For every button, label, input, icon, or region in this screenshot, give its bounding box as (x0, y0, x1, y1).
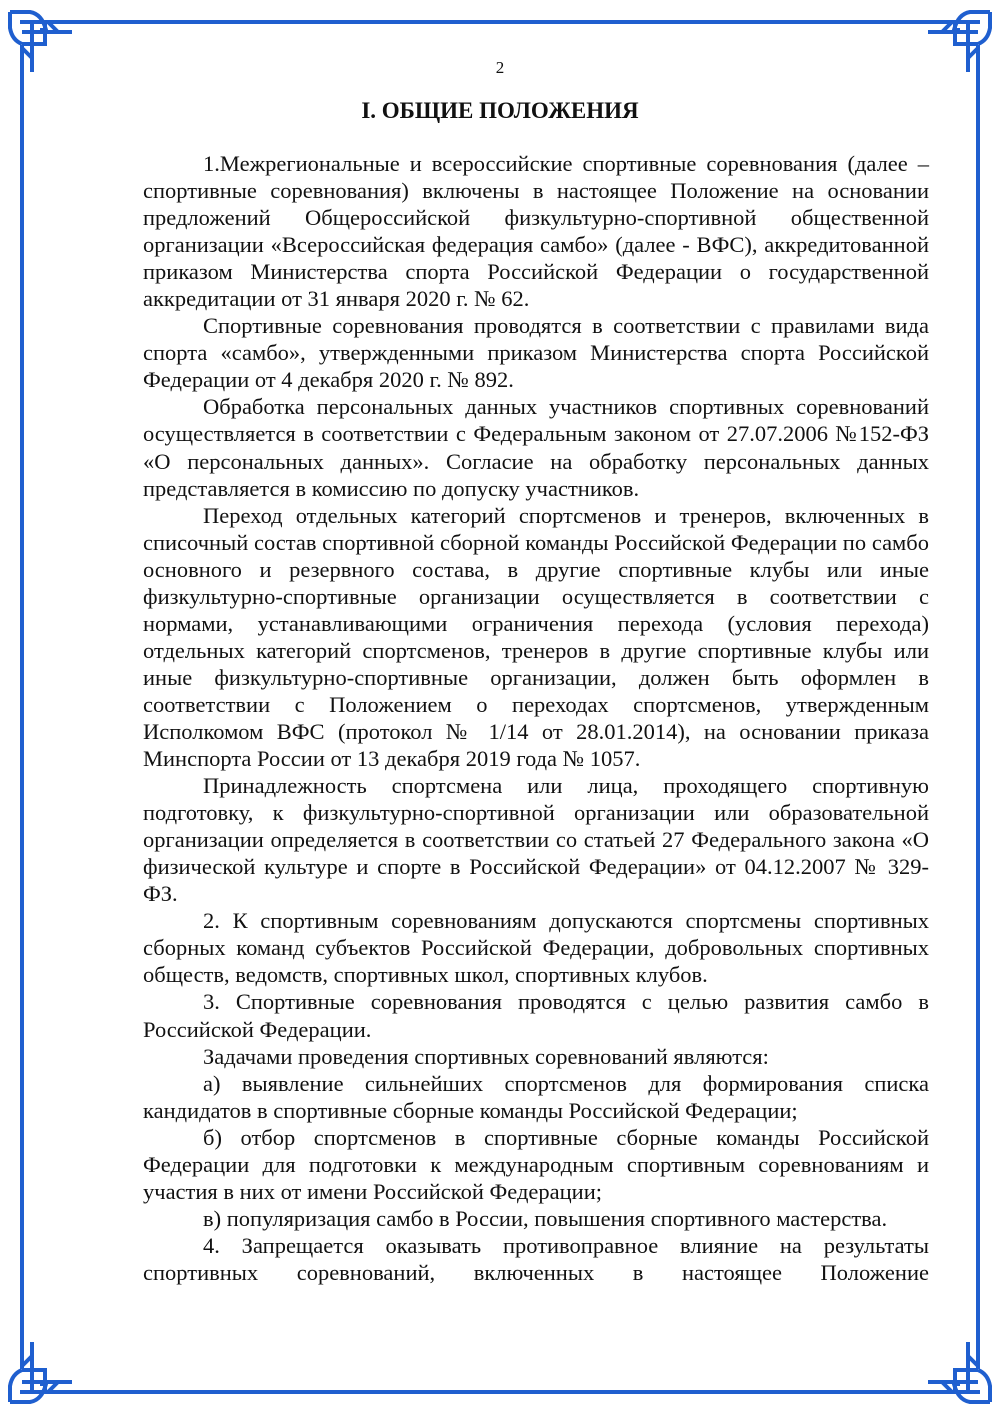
document-body (143, 150, 929, 1286)
list-item: в) популяризация самбо в России, повышения спортивного мастерства. (203, 1205, 888, 1231)
corner-ornament-icon (10, 1342, 72, 1402)
paragraph: 1.Межрегиональные и всероссийские спортивные соревнования (далее – спортивные соревнования) включены в настоящее Положение на основании предложений Общероссийской физкультурно-спортивной общественной организации «Всероссийская федерация самбо» (далее - ВФС), аккредитованной приказом Министерства спорта Российской Федерации о государственной аккредитации от 31 января 2020 г. № 62. (143, 151, 929, 312)
paragraph: Задачами проведения спортивных соревнований являются: (203, 1043, 769, 1069)
paragraph: 3. Спортивные соревнования проводятся с целью развития самбо в Российской Федерации. (143, 989, 929, 1042)
section-heading: I. ОБЩИЕ ПОЛОЖЕНИЯ (361, 98, 639, 123)
page-number: 2 (495, 58, 505, 77)
corner-ornament-icon (928, 1342, 990, 1402)
paragraph: 4. Запрещается оказывать противоправное влияние на результаты спортивных соревнований, включенных в настоящее Положение (143, 1232, 929, 1285)
paragraph: Спортивные соревнования проводятся в соответствии с правилами вида спорта «самбо», утвержденными приказом Министерства спорта Российской Федерации от 4 декабря 2020 г. № 892. (143, 313, 929, 393)
paragraph: Принадлежность спортсмена или лица, проходящего спортивную подготовку, к физкультурно-спортивной организации или образовательной организации определяется в соответствии со статьей 27 Федерального закона «О физической культуре и спорте в Российской Федерации» от 04.12.2007 № 329-ФЗ. (143, 773, 929, 907)
paragraph: Переход отдельных категорий спортсменов и тренеров, включенных в списочный состав спортивной сборной команды Российской Федерации по самбо основного и резервного состава, в другие спортивные клубы или иные физкультурно-спортивные организации осуществляется в соответствии с нормами, устанавливающими ограничения перехода (условия перехода) отдельных категорий спортсменов, тренеров в другие спортивные клубы или иные физкультурно-спортивные организации, должен быть оформлен в соответствии с Положением о переходах спортсменов, утвержденным Исполкомом ВФС (протокол № 1/14 от 28.01.2014), на основании приказа Минспорта России от 13 декабря 2019 года № 1057. (143, 502, 929, 772)
paragraph: Обработка персональных данных участников спортивных соревнований осуществляется в соответствии с Федеральным законом от 27.07.2006 №152-ФЗ «О персональных данных». Согласие на обработку персональных данных представляется в комиссию по допуску участников. (143, 394, 929, 501)
paragraph: 2. К спортивным соревнованиям допускаются спортсмены спортивных сборных команд субъектов Российской Федерации, добровольных спортивных обществ, ведомств, спортивных школ, спортивных клубов. (143, 908, 929, 988)
list-item: б) отбор спортсменов в спортивные сборные команды Российской Федерации для подготовки к международным спортивным соревнованиям и участия в них от имени Российской Федерации; (143, 1124, 929, 1204)
list-item: а) выявление сильнейших спортсменов для формирования списка кандидатов в спортивные сборные команды Российской Федерации; (143, 1070, 929, 1123)
